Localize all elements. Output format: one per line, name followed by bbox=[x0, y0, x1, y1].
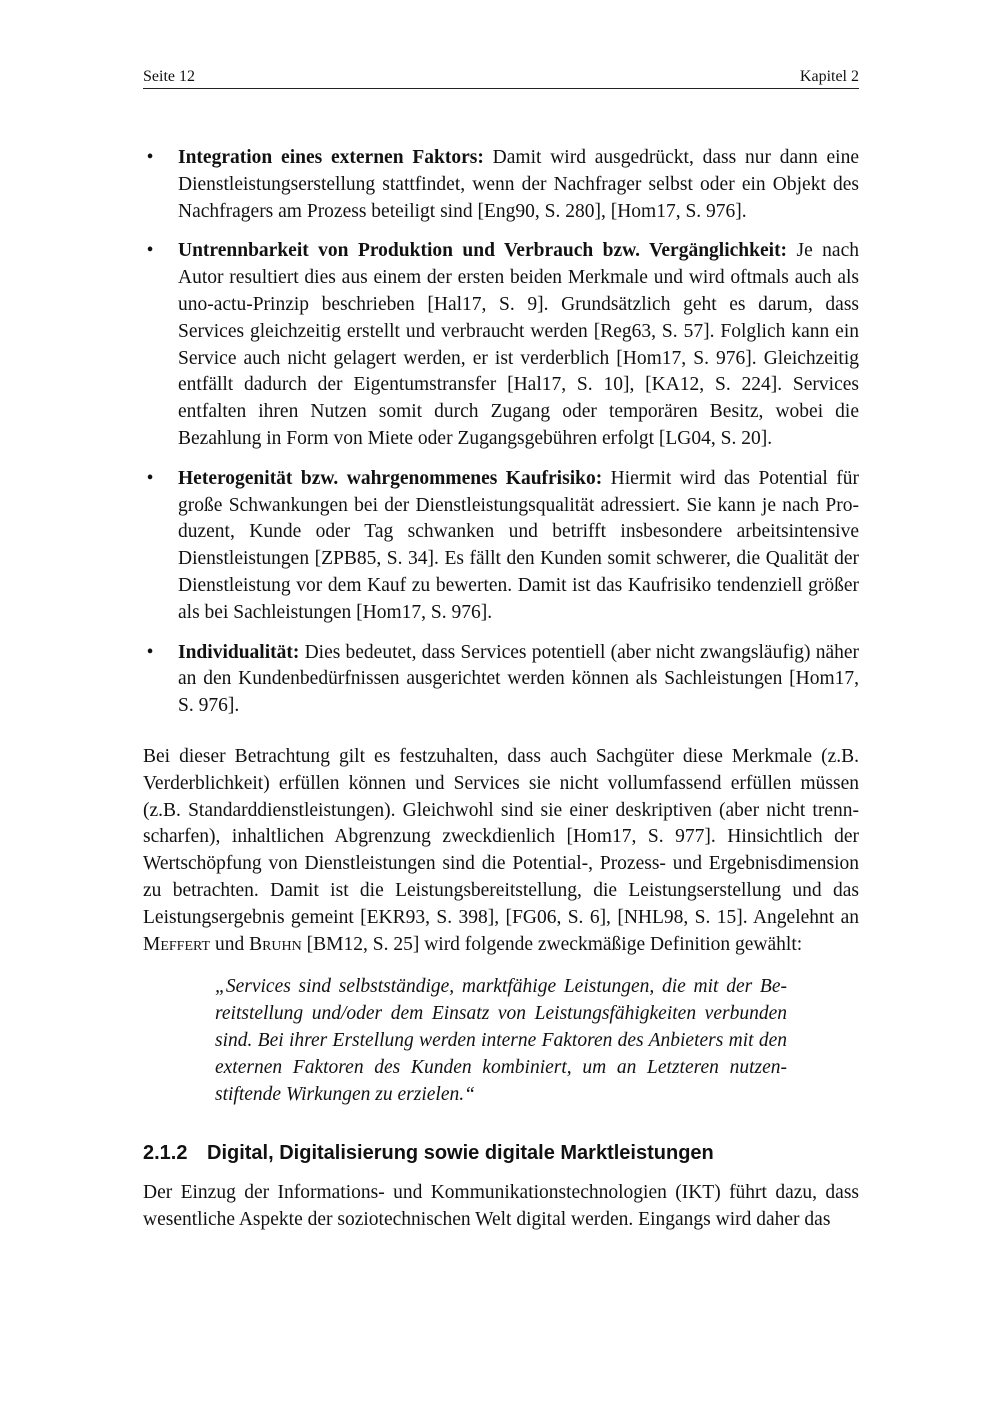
list-item-term: Integration eines externen Faktors: bbox=[178, 147, 484, 168]
list-item-term: Untrennbarkeit von Produktion und Verbrauch bzw. Vergänglichkeit: bbox=[178, 240, 788, 262]
paragraph-text: und bbox=[210, 933, 250, 955]
bullet-icon: • bbox=[146, 641, 154, 663]
body-paragraph: Der Einzug der Informations- und Kommunikationstechnologien (IKT) führt dazu, dass wesentliche Aspekte der soziotechnischen Welt digital werden. Eingangs wird daher das bbox=[143, 1182, 859, 1231]
bullet-icon: • bbox=[146, 147, 154, 168]
page-number: Seite 12 bbox=[143, 68, 195, 85]
list-item-term: Individualität: bbox=[178, 641, 300, 663]
author-name: Meffert bbox=[143, 933, 211, 955]
list-item-text: Dies bedeutet, dass Services potentiell (aber nicht zwangsläufig) näher an den Kundenbedürfnissen ausgerichtet werden können als Sachleistungen [Hom17, S. 976]. bbox=[178, 641, 859, 717]
list-item bbox=[143, 640, 859, 720]
paragraph-text: [BM12, S. 25] wird folgende zweckmäßige Definition gewählt: bbox=[301, 933, 803, 955]
paragraph-text: Bei dieser Betrachtung gilt es festzuhalten, dass auch Sachgüter diese Merkmale (z.B. Verderblichkeit) erfüllen können und Services sie nicht vollumfassend erfüllen müssen (z.B. Standarddienstleistungen). Gleichwohl sind sie einer deskriptiven (aber nicht trennscharfen), inhaltlichen Abgrenzung zweckdienlich [Hom17, S. 977]. Hinsichtlich der Wertschöpfung von Dienstleistungen sind die Potential-, Prozess- und Ergebnisdimension zu betrachten. Damit ist die Leistungsbereitstellung, die Leistungserstellung und das Leistungsergebnis gemeint [EKR93, S. 398], [FG06, S. 6], [NHL98, S. 15]. Angelehnt an bbox=[143, 745, 859, 928]
bullet-icon: • bbox=[146, 467, 154, 489]
list-item bbox=[143, 145, 859, 225]
list-item-term: Heterogenität bzw. wahrgenommenes Kaufrisiko: bbox=[178, 467, 603, 489]
list-item bbox=[143, 466, 859, 627]
section-heading bbox=[143, 1140, 859, 1166]
list-item-text: Je nach Autor resultiert dies aus einem der ersten beiden Merkmale und wird oftmals auch als uno-actu-Prinzip beschrieben [Hal17, S. 9]. Grundsätzlich geht es darum, dass Services gleichzeitig erstellt und verbraucht werden [Reg63, S. 57]. Folglich kann ein Service auch nicht gelagert werden, er ist verderblich [Hom17, S. 976]. Gleichzeitig entfällt dadurch der Eigentumstransfer [Hal17, S. 10], [KA12, S. 224]. Services entfalten ihren Nutzen somit durch Zugang oder temporären Besitz, wobei die Bezahlung in Form von Miete oder Zugangsgebühren erfolgt [LG04, S. 20]. bbox=[178, 240, 859, 449]
section-title: Digital, Digitalisierung sowie digitale Marktleistungen bbox=[207, 1142, 714, 1165]
characteristics-list bbox=[143, 145, 859, 720]
list-item bbox=[143, 238, 859, 452]
author-name: Bruhn bbox=[249, 933, 302, 955]
list-item-text: Damit wird ausgedrückt, dass nur dann eine Dienstleistungserstellung stattfindet, wenn der Nachfrager selbst oder ein Objekt des Nachfragers am Prozess beteiligt sind [Eng90, S. 280], [Hom17, S. 976]. bbox=[178, 147, 859, 222]
chapter-label: Kapitel 2 bbox=[799, 68, 859, 85]
list-item-text: Hiermit wird das Potential für große Schwankungen bei der Dienstleistungsqualität adressiert. Sie kann je nach Produzent, Kunde oder Tag schwanken und betrifft insbesondere arbeitsintensive Dienstleistungen [ZPB85, S. 34]. Es fällt den Kunden somit schwerer, die Qualität der Dienstleistung vor dem Kauf zu bewerten. Damit ist das Kaufrisiko tendenziell größer als bei Sachleistungen [Hom17, S. 976]. bbox=[178, 467, 859, 623]
body-paragraph bbox=[143, 744, 859, 958]
bullet-icon: • bbox=[146, 240, 154, 262]
section-number: 2.1.2 bbox=[143, 1142, 188, 1165]
page-header bbox=[143, 66, 859, 89]
page-body bbox=[143, 145, 859, 1234]
definition-quote: „Services sind selbstständige, marktfähige Leistungen, die mit der Bereitstellung und/oder dem Einsatz von Leistungsfähigkeiten verbunden sind. Bei ihrer Erstellung werden interne Faktoren des Anbieters mit den externen Faktoren des Kunden kombiniert, um an Letzteren nutzenstiftende Wirkungen zu erzielen.“ bbox=[215, 976, 787, 1105]
